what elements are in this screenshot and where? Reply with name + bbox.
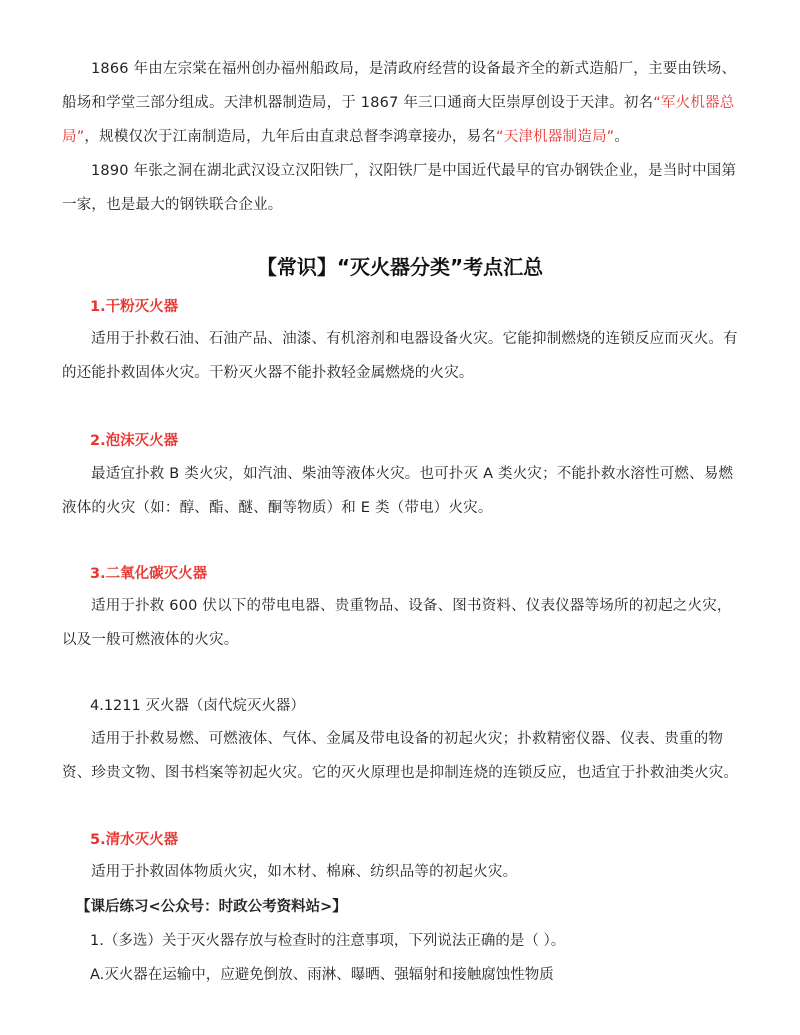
exercise-label: 【课后练习<公众号：时政公考资料站>】	[76, 899, 347, 915]
section-body-dry-powder: 适用于扑救石油、石油产品、油漆、有机溶剂和电器设备火灾。它能抑制燃烧的连锁反应而灭火。有的还能扑救固体火灾。干粉灭火器不能扑救轻金属燃烧的火灾。	[62, 331, 738, 381]
intro-text-end: 。	[614, 129, 630, 145]
intro-text-mid: ，规模仅次于江南制造局，九年后由直隶总督李鸿章接办，易名	[84, 129, 497, 145]
highlight-new-name: “天津机器制造局”	[496, 129, 615, 145]
section-heading-foam: 2.泡沫灭火器	[90, 433, 179, 449]
page-title: 【常识】“灭火器分类”考点汇总	[256, 255, 544, 279]
section-body-foam: 最适宜扑救 B 类火灾，如汽油、柴油等液体火灾。也可扑灭 A 类火灾；不能扑救水溶性可燃、易燃液体的火灾（如：醇、酯、醚、酮等物质）和 E 类（带电）火灾。	[62, 466, 734, 516]
section-heading-dry-powder: 1.干粉灭火器	[90, 299, 179, 315]
exercise-question: 1.（多选）关于灭火器存放与检查时的注意事项，下列说法正确的是（ ）。	[90, 933, 566, 949]
intro-text: 1866 年由左宗棠在福州创办福州船政局，是清政府经营的设备最齐全的新式造船厂，主要由铁场、船场和学堂三部分组成。天津机器制造局，于 1867 年三口通商大臣崇厚创设于天津。初名	[62, 61, 737, 111]
intro-paragraph-2: 1890 年张之洞在湖北武汉设立汉阳铁厂，汉阳铁厂是中国近代最早的官办钢铁企业，是当时中国第一家，也是最大的钢铁联合企业。	[62, 163, 737, 213]
exercise-option-a: A.灭火器在运输中，应避免倒放、雨淋、曝晒、强辐射和接触腐蚀性物质	[90, 967, 554, 983]
section-body-co2: 适用于扑救 600 伏以下的带电电器、贵重物品、设备、图书资料、仪表仪器等场所的初起之火灾，以及一般可燃液体的火灾。	[62, 598, 732, 648]
section-body-water: 适用于扑救固体物质火灾，如木材、棉麻、纺织品等的初起火灾。	[91, 864, 518, 880]
section-body-halon: 适用于扑救易燃、可燃液体、气体、金属及带电设备的初起火灾；扑救精密仪器、仪表、贵重的物资、珍贵文物、图书档案等初起火灾。它的灭火原理也是抑制连烧的连锁反应，也适宜于扑救油类火灾。	[62, 731, 739, 781]
section-heading-halon: 4.1211 灭火器（卤代烷灭火器）	[90, 698, 305, 714]
section-heading-water: 5.清水灭火器	[90, 832, 179, 848]
highlight-original-name: “军火机器总局”	[62, 95, 735, 145]
section-heading-co2: 3.二氧化碳灭火器	[90, 566, 208, 582]
intro-paragraph-1	[62, 52, 742, 154]
